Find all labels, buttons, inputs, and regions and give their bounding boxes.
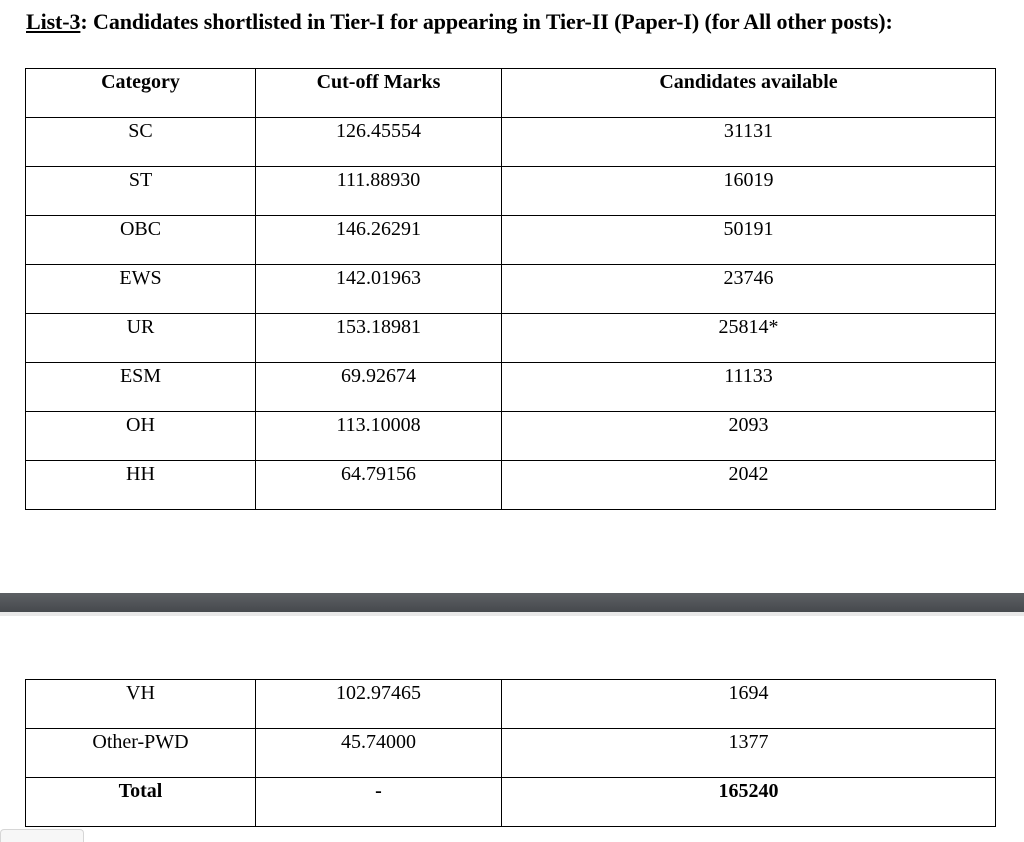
cell-category: ST xyxy=(26,167,256,216)
table-row xyxy=(26,412,996,461)
table-row xyxy=(26,118,996,167)
cell-cutoff: 126.45554 xyxy=(256,118,502,167)
table-row xyxy=(26,265,996,314)
total-cutoff: - xyxy=(256,778,502,827)
cell-candidates: 25814* xyxy=(502,314,996,363)
table-row xyxy=(26,461,996,510)
table-row xyxy=(26,729,996,778)
cell-cutoff: 69.92674 xyxy=(256,363,502,412)
table-row xyxy=(26,363,996,412)
cell-candidates: 1694 xyxy=(502,680,996,729)
header-candidates-available: Candidates available xyxy=(502,69,996,118)
cell-candidates: 23746 xyxy=(502,265,996,314)
list-heading xyxy=(26,9,893,35)
page-edge xyxy=(0,612,1024,616)
list-label: List-3 xyxy=(26,9,81,34)
table-row xyxy=(26,216,996,265)
table-row xyxy=(26,680,996,729)
table-row xyxy=(26,167,996,216)
table-row xyxy=(26,314,996,363)
total-row xyxy=(26,778,996,827)
cell-candidates: 31131 xyxy=(502,118,996,167)
cell-cutoff: 45.74000 xyxy=(256,729,502,778)
cell-candidates: 1377 xyxy=(502,729,996,778)
cell-candidates: 11133 xyxy=(502,363,996,412)
cell-cutoff: 113.10008 xyxy=(256,412,502,461)
cell-candidates: 16019 xyxy=(502,167,996,216)
cell-cutoff: 111.88930 xyxy=(256,167,502,216)
cell-category: SC xyxy=(26,118,256,167)
cell-category: UR xyxy=(26,314,256,363)
total-label: Total xyxy=(26,778,256,827)
total-candidates: 165240 xyxy=(502,778,996,827)
cell-cutoff: 102.97465 xyxy=(256,680,502,729)
cell-category: EWS xyxy=(26,265,256,314)
cell-category: HH xyxy=(26,461,256,510)
table-header-row xyxy=(26,69,996,118)
cell-category: VH xyxy=(26,680,256,729)
cell-cutoff: 142.01963 xyxy=(256,265,502,314)
cell-category: OH xyxy=(26,412,256,461)
cell-candidates: 2042 xyxy=(502,461,996,510)
cell-candidates: 50191 xyxy=(502,216,996,265)
cell-cutoff: 153.18981 xyxy=(256,314,502,363)
header-category: Category xyxy=(26,69,256,118)
cell-category: ESM xyxy=(26,363,256,412)
cell-category: Other-PWD xyxy=(26,729,256,778)
cell-cutoff: 146.26291 xyxy=(256,216,502,265)
cutoff-table-part-2 xyxy=(25,679,996,827)
list-title: : Candidates shortlisted in Tier-I for appearing in Tier-II (Paper-I) (for All other posts): xyxy=(80,9,893,34)
header-cutoff-marks: Cut-off Marks xyxy=(256,69,502,118)
cell-category: OBC xyxy=(26,216,256,265)
cell-candidates: 2093 xyxy=(502,412,996,461)
bottom-tab[interactable] xyxy=(0,829,84,842)
cutoff-table-part-1 xyxy=(25,68,996,510)
page-break-divider xyxy=(0,593,1024,612)
cell-cutoff: 64.79156 xyxy=(256,461,502,510)
